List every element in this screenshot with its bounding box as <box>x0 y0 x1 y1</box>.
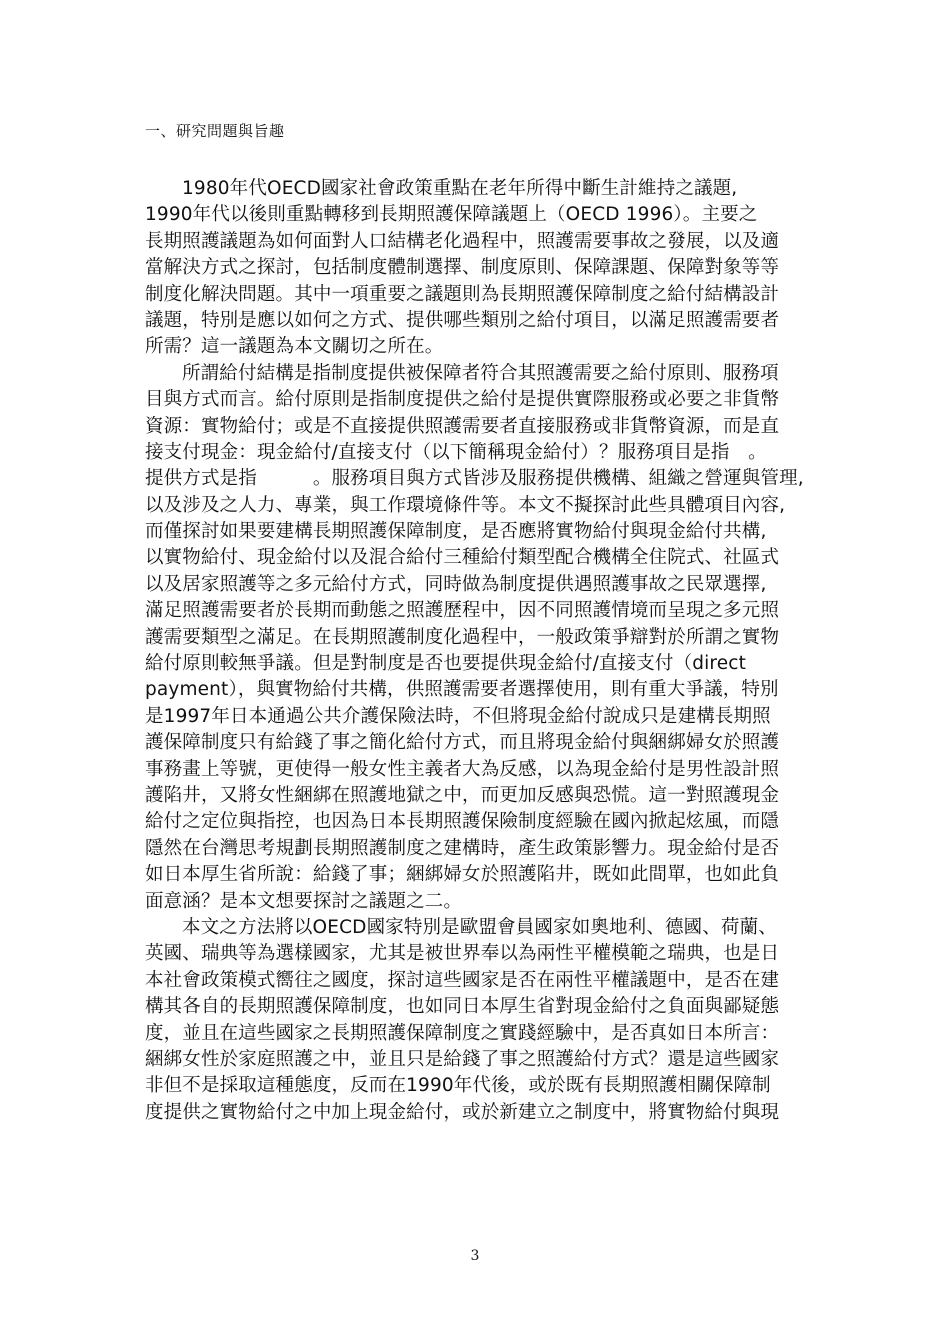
text-line: 護需要類型之滿足。在長期照護制度化過程中，一般政策爭辯對於所謂之實物 <box>145 626 780 648</box>
text-line: 1980年代OECD國家社會政策重點在老年所得中斷生計維持之議題, <box>182 178 738 199</box>
text-line: 如日本厚生省所說：給錢了事；綑綁婦女於照護陷井，既如此間單，也如此負 <box>145 864 780 886</box>
text-line: 制度化解決問題。其中一項重要之議題則為長期照護保障制度之給付結構設計 <box>145 283 780 305</box>
text-line: 長期照護議題為如何面對人口結構老化過程中，照護需要事故之發展，以及適 <box>145 230 780 252</box>
text-line: 目與方式而言。給付原則是指制度提供之給付是提供實際服務或必要之非貨幣 <box>145 389 780 411</box>
page-number: 3 <box>470 1248 480 1264</box>
text-line: 非但不是採取這種態度，反而在1990年代後，或於既有長期照護相關保障制 <box>145 1075 771 1097</box>
text-line: 而僅探討如果要建構長期照護保障制度，是否應將實物給付與現金給付共構, <box>145 521 767 543</box>
text-line: 英國、瑞典等為選樣國家，尤其是被世界奉以為兩性平權模範之瑞典，也是日 <box>145 943 780 965</box>
text-line: 以及居家照護等之多元給付方式，同時做為制度提供遇照護事故之民眾選擇, <box>145 573 767 595</box>
text-line: 1990年代以後則重點轉移到長期照護保障議題上（OECD 1996）。主要之 <box>145 204 758 226</box>
text-line: 度，並且在這些國家之長期照護保障制度之實踐經驗中，是否真如日本所言： <box>145 1022 780 1044</box>
text-line: 提供方式是指 。服務項目與方式皆涉及服務提供機構、組織之營運與管理, <box>145 468 804 490</box>
text-line: 滿足照護需要者於長期而動態之照護歷程中，因不同照護情境而呈現之多元照 <box>145 600 780 622</box>
text-line: 以實物給付、現金給付以及混合給付三種給付類型配合機構全住院式、社區式 <box>145 547 780 569</box>
text-line: 度提供之實物給付之中加上現金給付，或於新建立之制度中，將實物給付與現 <box>145 1101 780 1123</box>
text-line: 給付之定位與指控，也因為日本長期照護保險制度經驗在國內掀起炫風，而隱 <box>145 811 780 833</box>
text-line: 本社會政策模式嚮往之國度，探討這些國家是否在兩性平權議題中，是否在建 <box>145 969 780 991</box>
text-line: 接支付現金：現金給付/直接支付（以下簡稱現金給付）？服務項目是指 。 <box>145 441 767 463</box>
text-line: 本文之方法將以OECD國家特別是歐盟會員國家如奧地利、德國、荷蘭、 <box>182 916 777 938</box>
text-line: 是1997年日本通過公共介護保險法時，不但將現金給付說成只是建構長期照 <box>145 705 771 727</box>
body-text <box>145 176 810 1126</box>
text-line: 綑綁女性於家庭照護之中，並且只是給錢了事之照護給付方式？還是這些國家 <box>145 1048 780 1070</box>
text-line: 所謂給付結構是指制度提供被保障者符合其照護需要之給付原則、服務項 <box>182 362 779 384</box>
section-heading: 一、研究問題與旨趣 <box>145 122 285 140</box>
text-line: 護保障制度只有給錢了事之簡化給付方式，而且將現金給付與綑綁婦女於照護 <box>145 732 780 754</box>
text-line: 護陷井，又將女性綑綁在照護地獄之中，而更加反感與恐慌。這一對照護現金 <box>145 784 780 806</box>
text-line: 給付原則較無爭議。但是對制度是否也要提供現金給付/直接支付（direct <box>145 653 747 675</box>
text-line: 構其各自的長期照護保障制度，也如同日本厚生省對現金給付之負面與鄙疑態 <box>145 996 780 1018</box>
text-line: 所需？這一議題為本文關切之所在。 <box>145 336 444 358</box>
text-line: 面意涵？是本文想要探討之議題之二。 <box>145 890 463 912</box>
text-line: payment），與實物給付共構，供照護需要者選擇使用，則有重大爭議，特別 <box>145 679 779 701</box>
text-line: 隱然在台灣思考規劃長期照護制度之建構時，產生政策影響力。現金給付是否 <box>145 837 780 859</box>
text-line: 事務畫上等號，更使得一般女性主義者大為反感，以為現金給付是男性設計照 <box>145 758 780 780</box>
text-line: 議題，特別是應以如何之方式、提供哪些類別之給付項目，以滿足照護需要者 <box>145 309 780 331</box>
text-line: 資源：實物給付；或是不直接提供照護需要者直接服務或非貨幣資源，而是直 <box>145 415 780 437</box>
text-line: 當解決方式之探討，包括制度體制選擇、制度原則、保障課題、保障對象等等 <box>145 257 780 279</box>
text-line: 以及涉及之人力、專業，與工作環境條件等。本文不擬探討此些具體項目內容, <box>145 494 786 516</box>
